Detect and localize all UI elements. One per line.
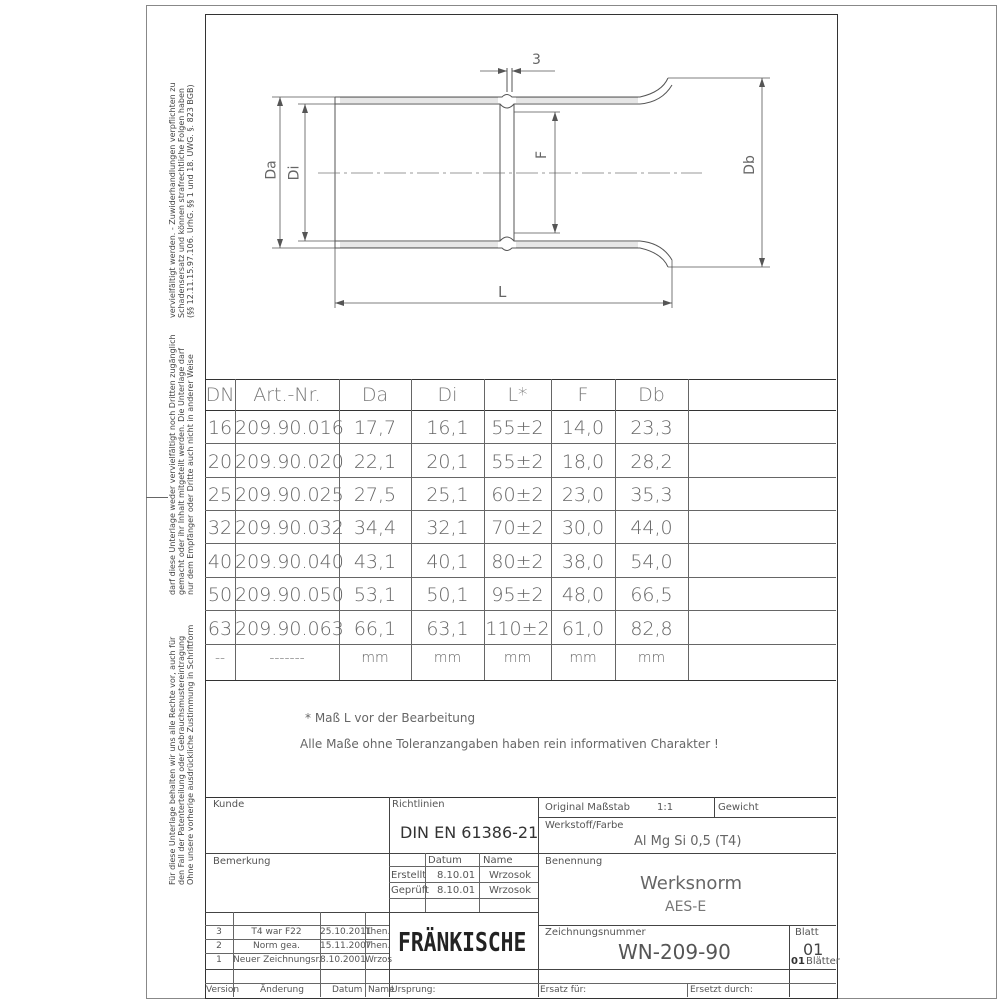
table-cell-di: 32,1 xyxy=(426,517,469,539)
col-line xyxy=(688,379,689,680)
table-cell-db: 23,3 xyxy=(630,417,673,439)
tb-line xyxy=(425,853,426,913)
table-cell-art-nr: 209.90.025 xyxy=(235,484,344,506)
table-cell-dn: 63 xyxy=(207,618,233,640)
dim-di-label: Di xyxy=(286,165,303,181)
table-cell-db: 44,0 xyxy=(630,517,673,539)
table-cell-db: mm xyxy=(637,650,666,666)
blatt-label: Blatt xyxy=(795,927,819,938)
richtlinien-value: DIN EN 61386-21 xyxy=(400,823,539,842)
table-cell-art-nr: 209.90.016 xyxy=(235,417,344,439)
row-line xyxy=(205,610,836,611)
dim-l-label: L xyxy=(498,283,507,301)
tb-line xyxy=(538,817,836,818)
geprueft-datum: 8.10.01 xyxy=(437,885,476,896)
tb-line xyxy=(205,853,836,854)
table-cell-di: 40,1 xyxy=(426,551,469,573)
header-art-nr: Art.-Nr. xyxy=(253,384,321,406)
revision-version: 1 xyxy=(216,955,222,965)
table-cell-da: 22,1 xyxy=(353,451,397,473)
table-cell-dn: 20 xyxy=(207,451,233,473)
table-cell-l: 70±2 xyxy=(491,517,544,539)
table-cell-db: 28,2 xyxy=(630,451,673,473)
datum-label: Datum xyxy=(428,855,462,866)
table-cell-dn: 32 xyxy=(207,517,233,539)
name-label: Name xyxy=(483,855,513,866)
revision-datum: 15.11.2007 xyxy=(320,941,372,951)
revision-datum: 25.10.2011 xyxy=(320,927,372,937)
note-length: * Maß L vor der Bearbeitung xyxy=(305,711,476,725)
benennung-label: Benennung xyxy=(545,856,603,867)
table-cell-f: 61,0 xyxy=(561,618,605,640)
table-cell-art-nr: 209.90.063 xyxy=(235,618,344,640)
geprueft-label: Geprüft xyxy=(391,885,429,896)
legal-text-top: vervielfältigt werden. - Zuwiderhandlungen verpflichten zu Schadensersatz und können strafrechtliche Folgen haben (§§ 12.11.15.97.106. UrhG. §§ 1 und 18. UWG. §. 823 BGB) xyxy=(168,82,195,318)
note-tolerance: Alle Maße ohne Toleranzangaben haben rein informativen Charakter ! xyxy=(300,737,719,751)
brand-logo: FRÄNKISCHE xyxy=(398,928,527,958)
titleblock-top xyxy=(205,797,836,798)
table-top-line xyxy=(205,379,836,380)
original-massstab-label: Original Maßstab xyxy=(545,802,630,813)
table-cell-da: 66,1 xyxy=(353,618,397,640)
row-line xyxy=(205,577,836,578)
table-header-line xyxy=(205,410,836,411)
table-cell-l: mm xyxy=(503,650,532,666)
revision-version: 2 xyxy=(216,941,222,951)
row-line xyxy=(205,644,836,645)
legal-text-middle: darf diese Unterlage weder vervielfältigt noch Dritten zugänglich gemacht oder ihr Inhalt mitgeteilt werden. Die Unterlage darf nur dem Empfänger oder Dritte auch nicht in anderer Weise xyxy=(168,334,195,595)
dim-groove-label: 3 xyxy=(532,52,541,68)
table-cell-da: mm xyxy=(361,650,389,666)
tb-line xyxy=(205,969,836,970)
gewicht-label: Gewicht xyxy=(718,802,759,813)
table-cell-da: 34,4 xyxy=(353,517,397,539)
zeichnungsnummer-value: WN-209-90 xyxy=(618,940,731,964)
massstab-value: 1:1 xyxy=(657,802,674,813)
erstellt-datum: 8.10.01 xyxy=(437,870,476,881)
table-cell-da: 27,5 xyxy=(353,484,397,506)
table-cell-art-nr: ------- xyxy=(269,650,305,666)
table-cell-f: 14,0 xyxy=(561,417,605,439)
revision-name: Wrzos xyxy=(365,955,393,965)
kunde-label: Kunde xyxy=(213,799,245,810)
bemerkung-label: Bemerkung xyxy=(213,856,271,867)
revision-datum: 8.10.2001 xyxy=(320,955,366,965)
table-cell-l: 110±2 xyxy=(485,618,550,640)
header-di: Di xyxy=(437,384,458,406)
tb-line xyxy=(479,853,480,913)
header-da: Da xyxy=(361,384,389,406)
row-line xyxy=(205,510,836,511)
table-cell-art-nr: 209.90.050 xyxy=(235,584,344,606)
row-line xyxy=(205,443,836,444)
table-cell-db: 82,8 xyxy=(630,618,673,640)
ersatz-fuer-label: Ersatz für: xyxy=(540,985,587,995)
tb-line xyxy=(389,866,538,867)
werkstoff-value: Al Mg Si 0,5 (T4) xyxy=(634,834,742,849)
ersetzt-durch-label: Ersetzt durch: xyxy=(690,985,753,995)
table-cell-l: 80±2 xyxy=(491,551,544,573)
werkstoff-label: Werkstoff/Farbe xyxy=(545,820,624,831)
blatt-value: 01 xyxy=(803,940,824,959)
table-cell-art-nr: 209.90.032 xyxy=(235,517,344,539)
table-cell-dn: 16 xyxy=(207,417,233,439)
table-cell-da: 43,1 xyxy=(353,551,397,573)
dim-db-label: Db xyxy=(741,155,758,175)
revision-name: Then. xyxy=(365,941,391,951)
datum-col-label: Datum xyxy=(332,985,363,995)
table-cell-art-nr: 209.90.020 xyxy=(235,451,344,473)
benennung-line1: Werksnorm xyxy=(640,873,743,894)
row-line xyxy=(205,543,836,544)
name-col-label: Name xyxy=(368,985,395,995)
geprueft-name: Wrzosok xyxy=(489,885,532,896)
tb-line xyxy=(714,797,715,817)
richtlinien-label: Richtlinien xyxy=(392,799,445,810)
version-label: Version xyxy=(206,985,240,995)
dim-f-label: F xyxy=(534,150,551,160)
dim-da-label: Da xyxy=(263,160,280,180)
tb-line xyxy=(789,925,790,997)
table-cell-l: 95±2 xyxy=(491,584,544,606)
table-cell-f: 30,0 xyxy=(561,517,605,539)
row-line xyxy=(205,477,836,478)
header-f: F xyxy=(577,384,589,406)
table-cell-di: 20,1 xyxy=(426,451,469,473)
table-cell-f: 23,0 xyxy=(561,484,605,506)
table-cell-dn: -- xyxy=(214,650,226,666)
revision-aenderung: T4 war F22 xyxy=(251,927,302,937)
tb-line xyxy=(687,983,688,997)
tb-line xyxy=(389,898,538,899)
fold-mark xyxy=(146,497,168,498)
legal-text-bottom: Für diese Unterlage behalten wir uns alle Rechte vor, auch für den Fall der Patenterteilung oder Gebrauchsmustereintragung Ohne unsere vorherige ausdrückliche Zustimmung in Schriftform xyxy=(168,624,195,885)
table-cell-f: 38,0 xyxy=(561,551,605,573)
header-dn: DN xyxy=(205,384,235,406)
aenderung-label: Änderung xyxy=(260,985,304,995)
revision-aenderung: Neuer Zeichnungsr. xyxy=(233,955,322,965)
table-cell-f: mm xyxy=(569,650,597,666)
table-cell-di: mm xyxy=(433,650,462,666)
tb-line xyxy=(538,925,836,926)
table-cell-di: 16,1 xyxy=(426,417,469,439)
erstellt-name: Wrzosok xyxy=(489,870,532,881)
table-bottom-line xyxy=(205,680,836,681)
table-cell-db: 54,0 xyxy=(630,551,673,573)
table-cell-di: 25,1 xyxy=(426,484,469,506)
table-cell-f: 48,0 xyxy=(561,584,605,606)
table-cell-db: 35,3 xyxy=(630,484,673,506)
table-cell-di: 50,1 xyxy=(426,584,469,606)
header-l: L* xyxy=(507,384,528,406)
tb-line xyxy=(205,983,836,984)
benennung-line2: AES-E xyxy=(665,899,707,915)
table-cell-dn: 25 xyxy=(207,484,233,506)
tb-line xyxy=(389,912,538,913)
tb-line xyxy=(389,882,538,883)
revision-name: Then. xyxy=(365,927,391,937)
revision-aenderung: Norm gea. xyxy=(252,941,301,951)
table-cell-di: 63,1 xyxy=(426,618,469,640)
table-cell-art-nr: 209.90.040 xyxy=(235,551,344,573)
table-cell-f: 18,0 xyxy=(561,451,605,473)
header-db: Db xyxy=(638,384,665,406)
table-cell-l: 55±2 xyxy=(491,417,544,439)
table-cell-da: 53,1 xyxy=(353,584,397,606)
blaetter-label: Blätter xyxy=(806,956,840,967)
table-cell-l: 60±2 xyxy=(491,484,544,506)
table-cell-da: 17,7 xyxy=(353,417,397,439)
ursprung-label: Ursprung: xyxy=(391,985,436,995)
tb-line xyxy=(389,797,390,997)
table-cell-db: 66,5 xyxy=(630,584,673,606)
revision-version: 3 xyxy=(216,927,222,937)
pipe-sleeve-drawing xyxy=(205,14,836,380)
table-cell-dn: 40 xyxy=(207,551,233,573)
erstellt-label: Erstellt xyxy=(391,870,427,881)
zeichnungsnummer-label: Zeichnungsnummer xyxy=(545,927,646,938)
blaetter-value: 01 xyxy=(791,956,805,967)
table-cell-dn: 50 xyxy=(207,584,233,606)
table-cell-l: 55±2 xyxy=(491,451,544,473)
